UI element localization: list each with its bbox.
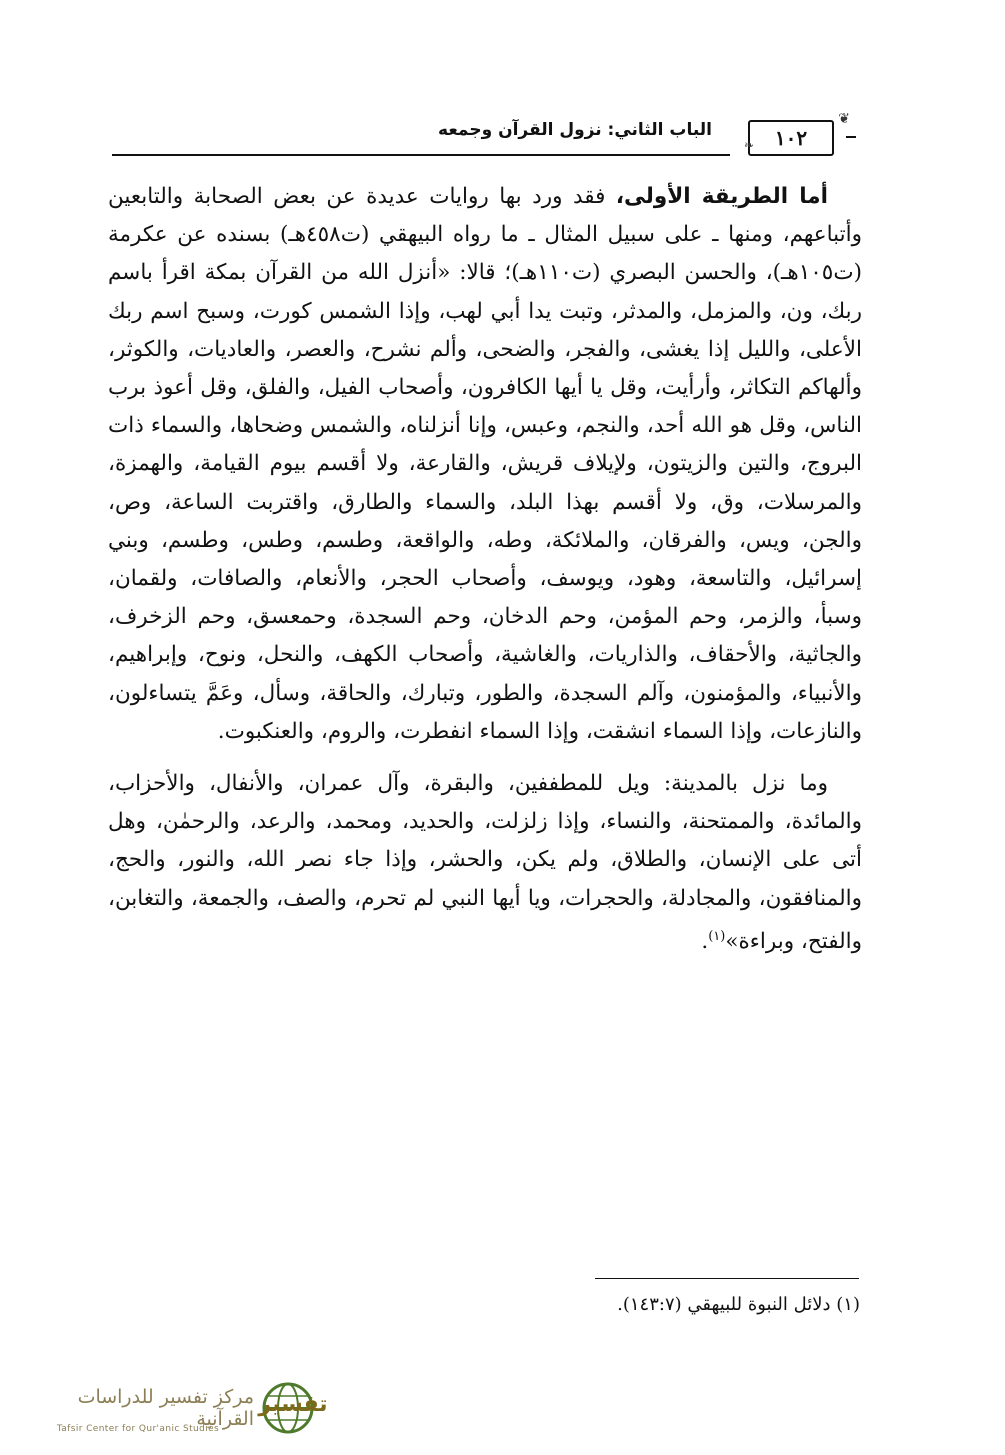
paragraph-text: فقد ورد بها روايات عديدة عن بعض الصحابة والتابعين وأتباعهم، ومنها ـ على سبيل المثال ـ ما رواه البيهقي (ت٤٥٨هـ) بسنده عن عكرمة (ت١٠٥هـ)، والحسن البصري (ت١١٠هـ)؛ قالا: «أنزل الله من القرآن بمكة اقرأ باسم ربك، ون، والمزمل، والمدثر، وتبت يدا أبي لهب، وإذا الشمس كورت، وسبح اسم ربك الأعلى، والليل إذا يغشى، والفجر، والضحى، وألم نشرح، والعصر، والعاديات، والكوثر، وألهاكم التكاثر، وأرأيت، وقل يا أيها الكافرون، وأصحاب الفيل، والفلق، وقل أعوذ برب الناس، وقل هو الله أحد، والنجم، وعبس، وإنا أنزلناه، والشمس وضحاها، والسماء ذات البروج، والتين والزيتون، ولإيلاف قريش، والقارعة، ولا أقسم بيوم القيامة، والهمزة، والمرسلات، وق، ولا أقسم بهذا البلد، والسماء والطارق، واقتربت الساعة، وص، والجن، ويس، والفرقان، والملائكة، وطه، والواقعة، وطسم، وطس، وطسم، وبني إسرائيل، والتاسعة، وهود، ويوسف، وأصحاب الحجر، والأنعام، والصافات، ولقمان، وسبأ، والزمر، وحم المؤمن، وحم الدخان، وحم السجدة، وحمعسق، وحم الزخرف، والجاثية، والأحقاف، والذاريات، والغاشية، وأصحاب الكهف، والنحل، ونوح، وإبراهيم، والأنبياء، والمؤمنون، وآلم السجدة، والطور، وتبارك، والحاقة، وسأل، وعَمَّ يتساءلون، والنازعات، وإذا السماء انشقت، وإذا السماء انفطرت، والروم، والعنكبوت. — [108, 184, 862, 744]
paragraph — [108, 178, 862, 751]
ornament-icon: ❦ — [838, 111, 850, 127]
main-text — [108, 178, 862, 961]
paragraph — [108, 765, 862, 961]
page-number-box — [748, 120, 834, 156]
logo-wordmark: تفسير — [258, 1392, 328, 1417]
org-name-arabic: مركز تفسير للدراسات القرآنية — [77, 1386, 254, 1430]
publisher-logo — [18, 1378, 348, 1442]
header-dash — [846, 136, 856, 138]
org-name-english: Tafsir Center for Qur'anic Studies — [56, 1424, 220, 1434]
footnote: (١) دلائل النبوة للبيهقي (١٤٣:٧). — [617, 1294, 860, 1315]
footnote-divider — [595, 1278, 859, 1279]
chapter-title: الباب الثاني: نزول القرآن وجمعه — [438, 120, 712, 140]
header-rule — [112, 154, 730, 156]
paragraph-text: وما نزل بالمدينة: ويل للمطففين، والبقرة، وآل عمران، والأنفال، والأحزاب، والمائدة، والممتحنة، والنساء، وإذا زلزلت، والحديد، ومحمد، والرعد، والرحمٰن، وهل أتى على الإنسان، والطلاق، ولم يكن، والحشر، وإذا جاء نصر الله، والنور، والحج، والمنافقون، والمجادلة، والحجرات، ويا أيها النبي لم تحرم، والصف، والجمعة، والتغابن، والفتح، وبراءة» — [108, 771, 862, 955]
footnote-reference[interactable]: (١) — [708, 928, 726, 944]
running-header — [112, 111, 850, 160]
flourish-icon: ❧ — [743, 138, 754, 152]
paragraph-lead: أما الطريقة الأولى، — [615, 184, 828, 209]
paragraph-end: . — [701, 929, 709, 955]
page-number: ١٠٢ — [774, 126, 808, 150]
